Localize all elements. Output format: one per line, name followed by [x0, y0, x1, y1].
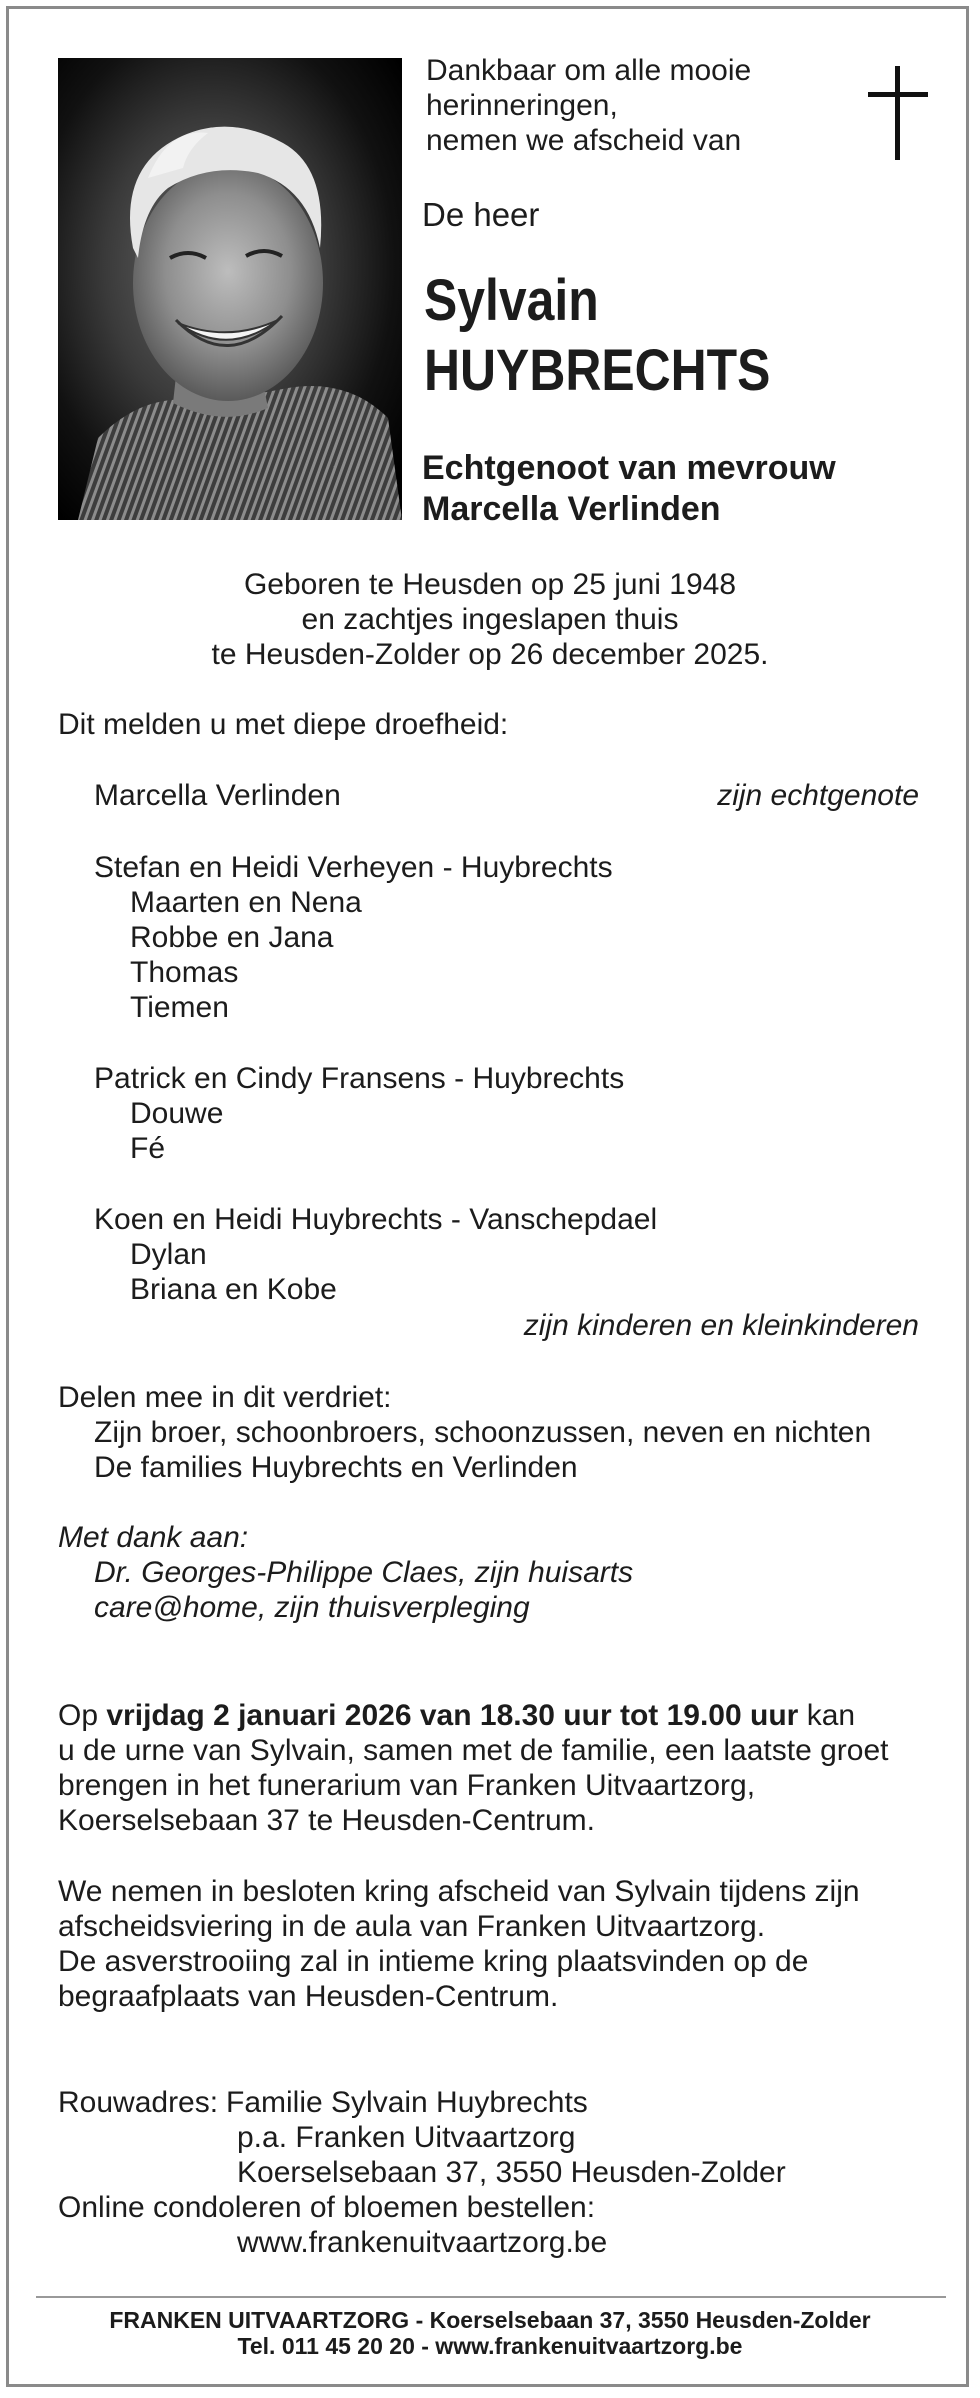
portrait-photo	[58, 58, 402, 520]
share-heading: Delen mee in dit verdriet:	[58, 1381, 392, 1414]
visit-line-4: Koerselsebaan 37 te Heusden-Centrum.	[58, 1804, 595, 1837]
thanks-heading: Met dank aan:	[58, 1521, 249, 1554]
visit-kan: kan	[806, 1699, 856, 1732]
footer-line-2: Tel. 011 45 20 20 - www.frankenuitvaartzorg.be	[237, 2333, 743, 2359]
family-1-child-1: Maarten en Nena	[130, 886, 362, 919]
family-1-child-3: Thomas	[130, 956, 239, 989]
children-role: zijn kinderen en kleinkinderen	[523, 1309, 919, 1342]
intro-line-2: herinneringen,	[426, 89, 618, 122]
visit-line-2: u de urne van Sylvain, samen met de familie, een laatste groet	[58, 1734, 889, 1767]
online-text: Online condoleren of bloemen bestellen:	[58, 2191, 596, 2224]
spouse-line-2: Marcella Verlinden	[422, 490, 721, 528]
address-line-2: p.a. Franken Uitvaartzorg	[237, 2121, 576, 2154]
intro-line-1: Dankbaar om alle mooie	[426, 54, 752, 87]
birth-line-2: en zachtjes ingeslapen thuis	[301, 603, 679, 636]
thanks-line-1: Dr. Georges-Philippe Claes, zijn huisarts	[94, 1556, 634, 1589]
footer-line-1: FRANKEN UITVAARTZORG - Koerselsebaan 37, 3550 Heusden-Zolder	[109, 2307, 871, 2333]
family-3-parents: Koen en Heidi Huybrechts - Vanschepdael	[94, 1203, 658, 1236]
portrait-illustration	[58, 58, 402, 520]
announce-text: Dit melden u met diepe droefheid:	[58, 708, 509, 741]
spouse-line-1: Echtgenoot van mevrouw	[422, 449, 836, 487]
cross-icon	[868, 66, 928, 160]
address-line-3: Koerselsebaan 37, 3550 Heusden-Zolder	[237, 2156, 786, 2189]
family-1-parents: Stefan en Heidi Verheyen - Huybrechts	[94, 851, 613, 884]
first-name: Sylvain	[424, 268, 599, 333]
family-2-child-2: Fé	[130, 1132, 166, 1165]
share-line-1: Zijn broer, schoonbroers, schoonzussen, neven en nichten	[94, 1416, 872, 1449]
intro-line-3: nemen we afscheid van	[426, 124, 742, 157]
ceremony-line-4: begraafplaats van Heusden-Centrum.	[58, 1980, 559, 2013]
footer-divider	[36, 2296, 946, 2298]
share-line-2: De families Huybrechts en Verlinden	[94, 1451, 578, 1484]
family-3-child-1: Dylan	[130, 1238, 207, 1271]
family-1-child-2: Robbe en Jana	[130, 921, 334, 954]
spouse-role: zijn echtgenote	[717, 779, 919, 812]
visit-op: Op	[58, 1699, 99, 1732]
family-3-child-2: Briana en Kobe	[130, 1273, 337, 1306]
ceremony-line-2: afscheidsviering in de aula van Franken Uitvaartzorg.	[58, 1910, 766, 1943]
visit-line-1	[58, 1698, 855, 1733]
visit-line-3: brengen in het funerarium van Franken Uitvaartzorg,	[58, 1769, 756, 1802]
family-1-child-4: Tiemen	[130, 991, 229, 1024]
title-prefix: De heer	[422, 196, 540, 233]
spouse-name: Marcella Verlinden	[94, 779, 341, 812]
birth-line-3: te Heusden-Zolder op 26 december 2025.	[211, 638, 769, 671]
address-line-1: Familie Sylvain Huybrechts	[226, 2086, 588, 2119]
ceremony-line-1: We nemen in besloten kring afscheid van Sylvain tijdens zijn	[58, 1875, 860, 1908]
last-name: HUYBRECHTS	[424, 338, 771, 403]
ceremony-line-3: De asverstrooiing zal in intieme kring plaatsvinden op de	[58, 1945, 809, 1978]
family-2-parents: Patrick en Cindy Fransens - Huybrechts	[94, 1062, 625, 1095]
thanks-line-2: care@home, zijn thuisverpleging	[94, 1591, 530, 1624]
address-label: Rouwadres:	[58, 2086, 219, 2119]
birth-line-1: Geboren te Heusden op 25 juni 1948	[243, 568, 737, 601]
website-link[interactable]: www.frankenuitvaartzorg.be	[237, 2226, 608, 2259]
visit-when: vrijdag 2 januari 2026 van 18.30 uur tot 19.00 uur	[106, 1699, 799, 1732]
family-2-child-1: Douwe	[130, 1097, 224, 1130]
